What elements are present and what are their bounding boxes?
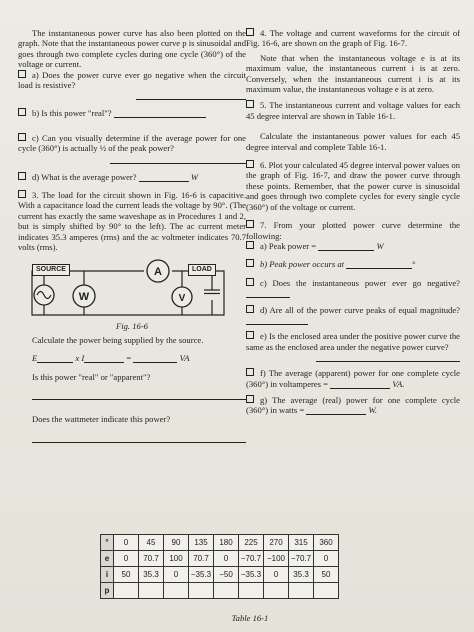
note-paragraph: Note that when the instantaneous voltage e is at its maximum value, the instantaneous current i is at zero. Conversely, when the instantaneous current i is at its maximum value, the instantaneous voltage e is at zero. <box>246 52 460 95</box>
question-c: c) Can you visually determine if the average power for one cycle (360°) is actually ½ of the peak power? <box>18 132 246 154</box>
unit-7a: W <box>376 240 384 251</box>
voltage-blank[interactable] <box>37 354 73 363</box>
unit-7g: W. <box>368 405 378 416</box>
voltage-cell: 0 <box>214 551 239 567</box>
item-4-text: The voltage and current waveforms for the circuit of Fig. 16-6, are shown on the graph of Fig. 16-7. <box>246 28 460 49</box>
row-label-degree: ° <box>101 535 114 551</box>
row-label-voltage: e <box>101 551 114 567</box>
current-blank[interactable] <box>84 354 124 363</box>
degree-cell: 225 <box>239 535 264 551</box>
checkbox-item-3[interactable] <box>18 190 26 198</box>
voltage-cell: 70.7 <box>139 551 164 567</box>
source-label: SOURCE <box>32 264 70 276</box>
figure-caption: Fig. 16-6 <box>116 320 148 331</box>
unit-7f: VA. <box>392 378 405 389</box>
question-d: d) What is the average power? <box>32 171 137 182</box>
current-cell: 35.3 <box>139 567 164 583</box>
values-table <box>100 534 339 599</box>
degree-cell: 360 <box>314 535 339 551</box>
unit-watts-d: W <box>190 171 199 182</box>
wattmeter-label: W <box>78 290 90 303</box>
checkbox-item-4[interactable] <box>246 28 254 36</box>
question-real-apparent: Is this power "real" or "apparent"? <box>32 371 151 382</box>
answer-blank-d[interactable] <box>139 173 189 182</box>
current-cell: 0 <box>264 567 289 583</box>
load-label: LOAD <box>188 264 216 276</box>
question-7e: e) Is the enclosed area under the positive power curve the same as the enclosed area under the negative power curve? <box>246 331 460 352</box>
calculate-power-prompt: Calculate the power being supplied by the source. <box>32 334 204 345</box>
item-5-text: The instantaneous current and voltage values for each 45 degree interval are shown in Table 16-1. <box>246 100 460 121</box>
item-3-text: The load for the circuit shown in Fig. 16-6 is capacitive. With a capacitance load the current leads the voltage by 90°. (The current has exactly the same waveshape as in Procedures 1 and 2, but is simply shifted by 90° to the left). The ac current meter indicates 35.3 amperes (rms) and the ac voltmeter indicates 70.7 volts (rms). <box>18 190 246 253</box>
power-blank[interactable] <box>133 354 177 363</box>
voltage-cell: −70.7 <box>239 551 264 567</box>
answer-blank-b[interactable] <box>114 109 206 118</box>
current-cell: 50 <box>114 567 139 583</box>
answer-blank-7c[interactable] <box>246 289 290 298</box>
checkbox-7f[interactable] <box>246 368 254 376</box>
table-16-1 <box>100 534 339 623</box>
item-7-number: 7. <box>260 220 267 231</box>
answer-line-c[interactable] <box>110 154 246 164</box>
ammeter-label: A <box>154 265 162 278</box>
power-cell[interactable] <box>214 583 239 599</box>
table-row-voltage <box>101 551 339 567</box>
item-6-text: Plot your calculated 45 degree interval power values on the graph of Fig. 16-7, and draw the power curve through these points. Remember, that the power curve is sinusoidal and goes through two complete cycles for every single cycle (360°) of the voltage or current. <box>246 160 460 212</box>
answer-line-wattmeter[interactable] <box>32 433 246 443</box>
table-row-power <box>101 583 339 599</box>
current-cell: −35.3 <box>239 567 264 583</box>
power-cell[interactable] <box>139 583 164 599</box>
power-cell[interactable] <box>164 583 189 599</box>
eq-equals: = <box>126 353 132 364</box>
checkbox-7e[interactable] <box>246 331 254 339</box>
current-cell: 50 <box>314 567 339 583</box>
current-cell: −35.3 <box>189 567 214 583</box>
unit-7b: ° <box>412 259 416 270</box>
question-wattmeter: Does the wattmeter indicate this power? <box>32 414 171 425</box>
checkbox-7a[interactable] <box>246 241 254 249</box>
answer-line-a[interactable] <box>136 90 246 100</box>
checkbox-item-5[interactable] <box>246 100 254 108</box>
degree-cell: 90 <box>164 535 189 551</box>
peak-angle-blank[interactable] <box>346 260 412 269</box>
checkbox-7b[interactable] <box>246 259 254 267</box>
voltage-cell: −70.7 <box>289 551 314 567</box>
current-cell: 35.3 <box>289 567 314 583</box>
voltage-cell: 0 <box>314 551 339 567</box>
table-row-current <box>101 567 339 583</box>
power-cell[interactable] <box>314 583 339 599</box>
checkbox-7c[interactable] <box>246 278 254 286</box>
row-label-current: i <box>101 567 114 583</box>
eq-e: E <box>32 353 38 364</box>
intro-paragraph: The instantaneous power curve has also been plotted on the graph. Note that the instantaneous power curve p is sinusoidal and goes through two complete cycles during one cycle (360°) of the voltage or current. <box>18 28 246 70</box>
question-7f: f) The average (apparent) power for one complete cycle (360°) in voltamperes = <box>246 368 460 389</box>
checkbox-7g[interactable] <box>246 395 254 403</box>
question-7c: c) Does the instantaneous power ever go negative? <box>260 277 460 288</box>
eq-unit-va: VA <box>179 353 190 364</box>
table-caption: Table 16-1 <box>231 613 269 623</box>
peak-power-blank[interactable] <box>318 242 374 251</box>
power-equation <box>18 353 246 363</box>
circuit-diagram <box>24 257 234 319</box>
question-7d: d) Are all of the power curve peaks of equal magnitude? <box>260 304 460 315</box>
voltmeter-label: V <box>178 292 186 304</box>
item-6-number: 6. <box>260 160 267 171</box>
question-7a: a) Peak power = <box>260 240 317 251</box>
checkbox-a[interactable] <box>18 70 26 78</box>
eq-i: I <box>81 353 85 364</box>
calculate-instructions: Calculate the instantaneous power values for each 45 degree interval and complete Table 16-1. <box>246 131 460 152</box>
question-a: a) Does the power curve ever go negative when the circuit load is resistive? <box>18 69 246 91</box>
checkbox-d[interactable] <box>18 172 26 180</box>
question-b: b) Is this power "real"? <box>32 108 112 119</box>
checkbox-7d[interactable] <box>246 305 254 313</box>
item-7-text: From your plotted power curve determine the following: <box>246 220 460 241</box>
degree-cell: 45 <box>139 535 164 551</box>
item-3-number: 3. <box>32 190 39 201</box>
real-power-blank[interactable] <box>306 406 366 415</box>
checkbox-b[interactable] <box>18 108 26 116</box>
voltage-cell: 0 <box>114 551 139 567</box>
degree-cell: 0 <box>114 535 139 551</box>
power-cell[interactable] <box>189 583 214 599</box>
answer-line-7e[interactable] <box>316 352 460 362</box>
item-5-number: 5. <box>260 100 267 111</box>
checkbox-c[interactable] <box>18 133 26 141</box>
apparent-power-blank[interactable] <box>330 380 390 389</box>
degree-cell: 315 <box>289 535 314 551</box>
degree-cell: 180 <box>214 535 239 551</box>
table-row-degree <box>101 535 339 551</box>
right-column <box>246 28 460 416</box>
item-4-number: 4. <box>260 28 267 38</box>
degree-cell: 135 <box>189 535 214 551</box>
voltage-cell: −100 <box>264 551 289 567</box>
row-label-power: p <box>101 583 114 599</box>
voltage-cell: 70.7 <box>189 551 214 567</box>
power-cell[interactable] <box>114 583 139 599</box>
question-7g: g) The average (real) power for one complete cycle (360°) in watts = <box>246 394 460 416</box>
checkbox-item-7[interactable] <box>246 220 254 228</box>
voltage-cell: 100 <box>164 551 189 567</box>
current-cell: −50 <box>214 567 239 583</box>
power-cell[interactable] <box>264 583 289 599</box>
question-7b: b) Peak power occurs at <box>260 259 345 270</box>
left-column <box>18 28 246 443</box>
eq-times: x <box>75 353 80 364</box>
answer-line-real-apparent[interactable] <box>32 390 246 400</box>
checkbox-item-6[interactable] <box>246 160 254 168</box>
power-cell[interactable] <box>289 583 314 599</box>
current-cell: 0 <box>164 567 189 583</box>
degree-cell: 270 <box>264 535 289 551</box>
power-cell[interactable] <box>239 583 264 599</box>
answer-blank-7d[interactable] <box>246 316 308 325</box>
